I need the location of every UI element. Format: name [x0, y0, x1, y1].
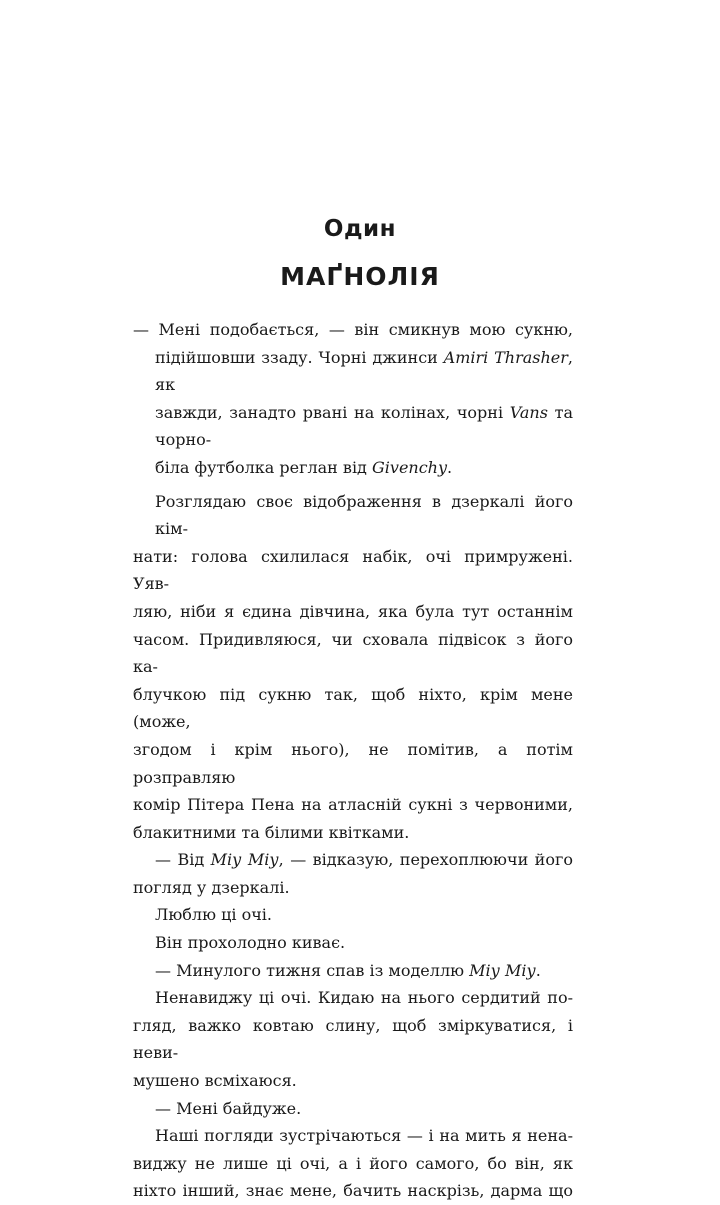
text-fragment: завжди, занадто рвані на колінах, чорні — [155, 402, 510, 422]
text-line: Люблю ці очі. — [155, 905, 272, 925]
brand-name: Міу Міу — [210, 850, 279, 870]
text-line: ляю, ніби я єдина дівчина, яка була тут останнім — [133, 601, 573, 621]
text-fragment: підійшовши ззаду. Чорні джинси — [155, 347, 444, 367]
brand-name: Vans — [509, 402, 548, 422]
text-line: комір Пітера Пена на атласній сукні з червоними, — [133, 795, 573, 815]
text-line: — Мені подобається, — він смикнув мою сукню, — [133, 320, 573, 339]
text-line — [133, 344, 573, 399]
chapter-number: Один — [323, 216, 397, 242]
text-line: блакитними та білими квітками. — [133, 822, 410, 842]
text-line — [133, 399, 573, 454]
text-fragment: біла футболка реглан від — [155, 457, 372, 477]
text-fragment: , — відказую, перехоплюючи його — [278, 850, 573, 870]
text-line: погляд у дзеркалі. — [133, 877, 290, 897]
text-line: Ненавиджу ці очі. Кидаю на нього сердитий по- — [155, 988, 573, 1008]
chapter-title: МАҐНОЛІЯ — [280, 262, 440, 291]
chapter-text — [133, 316, 573, 1205]
text-line: згодом і крім нього), не помітив, а потім розправляю — [133, 739, 573, 787]
paragraph — [133, 846, 573, 901]
text-fragment: , як — [155, 347, 573, 395]
brand-name: Amiri Thrasher — [443, 347, 568, 367]
brand-name: Міу Міу — [469, 960, 536, 980]
paragraph — [133, 929, 573, 957]
text-fragment: та чорно- — [155, 402, 573, 450]
paragraph — [133, 901, 573, 929]
text-line: часом. Придивляюся, чи сховала підвісок з його ка- — [133, 629, 573, 677]
paragraph — [133, 1095, 573, 1123]
text-line: блучкою під сукню так, щоб ніхто, крім мене (може, — [133, 684, 573, 732]
paragraph — [133, 488, 573, 847]
text-line — [133, 957, 573, 985]
text-line: нати: голова схилилася набік, очі примружені. Уяв- — [133, 546, 573, 594]
text-line — [133, 454, 573, 482]
text-fragment: . — [535, 960, 541, 980]
paragraph — [133, 1122, 573, 1205]
text-line: — Мені байдуже. — [155, 1098, 302, 1118]
text-fragment: — Від — [155, 850, 211, 870]
text-line: ніхто інший, знає мене, бачить наскрізь, дарма що — [133, 1181, 573, 1201]
text-line: Наші погляди зустрічаються — і на мить я нена- — [155, 1126, 573, 1146]
text-line: виджу не лише ці очі, а і його самого, бо він, як — [133, 1153, 573, 1173]
text-fragment: . — [447, 457, 453, 477]
paragraph — [133, 984, 573, 1094]
text-line: гляд, важко ковтаю слину, щоб зміркуватися, і неви- — [133, 1015, 573, 1063]
paragraph — [133, 316, 573, 482]
text-line: Він прохолодно киває. — [155, 933, 346, 953]
text-line — [133, 846, 573, 874]
paragraph — [133, 957, 573, 985]
text-line: Розглядаю своє відображення в дзеркалі його кім- — [155, 491, 573, 539]
brand-name: Givenchy — [372, 457, 448, 477]
text-line: мушено всміхаюся. — [133, 1071, 297, 1091]
text-fragment: — Минулого тижня спав із моделлю — [155, 960, 470, 980]
